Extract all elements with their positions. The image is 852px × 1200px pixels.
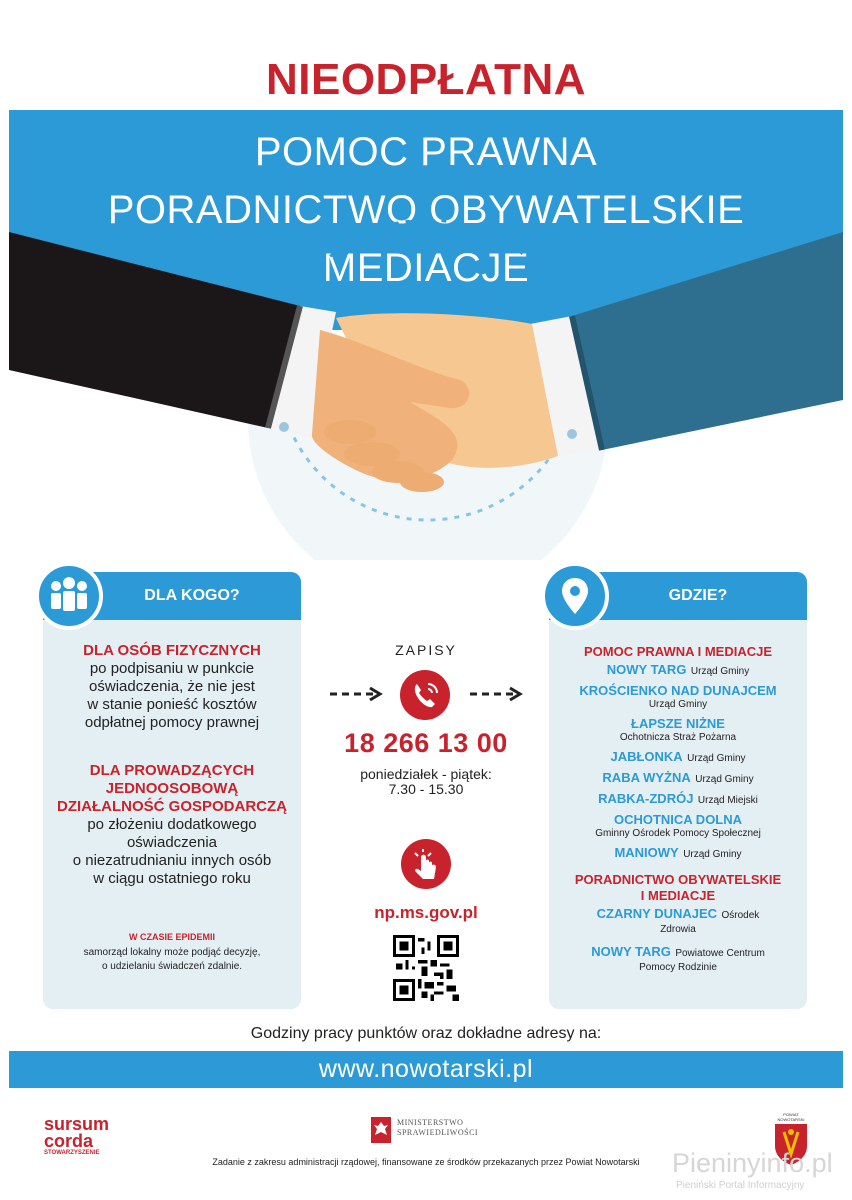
banner-line-3: MEDIACJE (322, 246, 530, 290)
location-office: Urząd Gminy (683, 849, 742, 860)
location-office: Urząd Gminy (648, 699, 708, 710)
location-office: Powiatowe Centrum (675, 948, 765, 959)
finger-1 (324, 420, 376, 444)
logo-ministerstwo (371, 1115, 491, 1151)
left-button (279, 422, 289, 432)
section-text-line: oświadczenia (126, 834, 218, 851)
logo-sursum-text: sursum (44, 1114, 110, 1134)
section-text-line: o niezatrudnianiu innych osób (72, 852, 272, 869)
location-pin-icon (541, 562, 609, 630)
banner-line-2: PORADNICTWO OBYWATELSKIE (107, 188, 745, 232)
section-text-line: oświadczenia, że nie jest (89, 678, 255, 695)
card-gdzie (549, 572, 807, 1009)
handshake-illustration (0, 220, 852, 560)
location-name: ŁAPSZE NIŻNE (631, 716, 725, 731)
location-office: Ośrodek (721, 910, 760, 921)
banner-line-1: POMOC PRAWNA (254, 130, 598, 174)
location-office: Urząd Miejski (697, 795, 758, 806)
location-name: RABKA-ZDRÓJ (598, 791, 694, 806)
hours-days: poniedziałek - piątek: (360, 766, 492, 782)
section-text-line: odpłatnej pomocy prawnej (84, 714, 260, 731)
left-sleeve (9, 232, 300, 428)
location-office: Zdrowia (660, 924, 696, 935)
powiat-label: POWIAT NOWOTARSKI (777, 1112, 805, 1122)
funding-note: Zadanie z zakresu administracji rządowej, finansowane ze środków przekazanych przez Powiat Nowotarski (212, 1157, 640, 1167)
footer-caption: Godziny pracy punktów oraz dokładne adresy na: (250, 1025, 602, 1042)
watermark-subtitle: Pieniński Portal Informacyjny (676, 1180, 805, 1191)
section-heading-dzialalnosc: DLA PROWADZĄCYCH (89, 762, 255, 779)
ministry-text-1: MINISTERSTWO (397, 1118, 464, 1127)
top-title: NIEODPŁATNA (265, 55, 586, 104)
qr-code (393, 935, 459, 1001)
location-office: Pomocy Rodzinie (639, 962, 717, 973)
section-heading-pomoc: POMOC PRAWNA I MEDIACJE (583, 644, 773, 659)
section-text-line: po podpisaniu w punkcie (89, 660, 255, 677)
card-dla-kogo (43, 572, 301, 1009)
location-name: KROŚCIENKO NAD DUNAJCEM (579, 683, 777, 698)
location-office: Ochotnicza Straż Pożarna (619, 732, 737, 743)
svg-text:ZAPISY: ZAPISY (395, 642, 457, 658)
epidemic-heading: W CZASIE EPIDEMII (128, 932, 215, 942)
epidemic-text: samorząd lokalny może podjąć decyzję, (83, 947, 261, 958)
phone-icon (400, 670, 450, 720)
watermark: Pieninyinfo.pl (672, 1148, 833, 1178)
section-heading-poradnictwo: PORADNICTWO OBYWATELSKIE (574, 872, 782, 887)
website-link[interactable]: www.nowotarski.pl (9, 1051, 843, 1088)
section-text-line: po złożeniu dodatkowego (87, 816, 257, 833)
location-office: Gminny Ośrodek Pomocy Społecznej (595, 828, 761, 839)
hand-click-icon (401, 839, 451, 889)
section-text-line: w ciągu ostatniego roku (93, 870, 251, 887)
people-icon (35, 562, 103, 630)
section-heading-poradnictwo: I MEDIACJE (640, 888, 716, 903)
section-text-line: w stanie ponieść kosztów (87, 696, 257, 713)
ms-url-link[interactable]: np.ms.gov.pl (374, 903, 478, 922)
hours-time: 7.30 - 15.30 (388, 781, 464, 797)
epidemic-text: o udzielaniu świadczeń zdalnie. (101, 961, 243, 972)
location-name: OCHOTNICA DOLNA (613, 812, 743, 827)
section-heading-dzialalnosc: JEDNOOSOBOWĄ (105, 780, 239, 797)
phone-number[interactable]: 18 266 13 00 (344, 728, 508, 758)
ministry-text-2: SPRAWIEDLIWOŚCI (397, 1128, 479, 1137)
card-title: GDZIE? (668, 587, 728, 604)
location-office: Urząd Gminy (695, 774, 754, 785)
location-office: Urząd Gminy (690, 666, 750, 677)
arrow-left-icon (328, 686, 384, 702)
zapisy-arc-label (320, 635, 532, 665)
location-name: RABA WYŻNA (602, 770, 691, 785)
section-heading-fizyczne: DLA OSÓB FIZYCZNYCH (83, 642, 261, 659)
logo-stowarzyszenie-text: STOWARZYSZENIE (44, 1150, 100, 1156)
logo-corda-text: corda (44, 1131, 94, 1151)
eagle-emblem-icon (371, 1117, 391, 1143)
card-title: DLA KOGO? (144, 587, 240, 604)
finger-4 (400, 472, 444, 492)
arrow-right-icon (468, 686, 524, 702)
right-button (567, 429, 577, 439)
location-name: NOWY TARG (591, 944, 671, 959)
section-heading-dzialalnosc: DZIAŁALNOŚĆ GOSPODARCZĄ (57, 798, 287, 815)
location-office: Urząd Gminy (687, 753, 746, 764)
location-name: JABŁONKA (610, 749, 683, 764)
right-sleeve (572, 232, 843, 450)
location-name: MANIOWY (614, 845, 679, 860)
location-name: CZARNY DUNAJEC (596, 906, 718, 921)
location-name: NOWY TARG (606, 662, 687, 677)
